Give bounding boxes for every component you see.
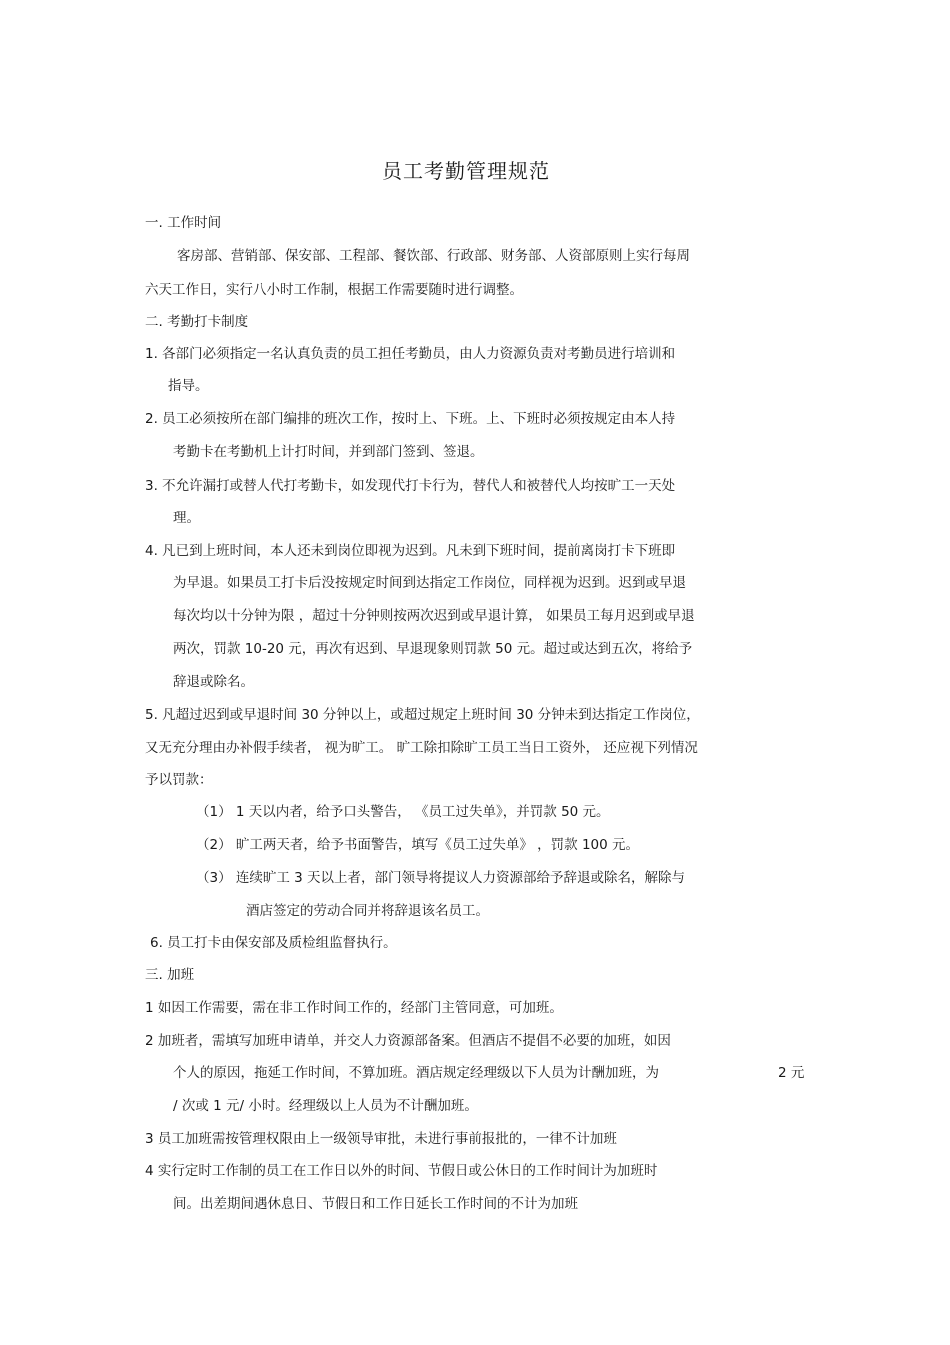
text-line: 予以罚款： xyxy=(145,772,213,788)
text-line: 理。 xyxy=(173,510,200,526)
text-line: 1 如因工作需要，需在非工作时间工作的，经部门主管同意，可加班。 xyxy=(145,1000,563,1016)
text-line: （3） 连续旷工 3 天以上者，部门领导将提议人力资源部给予辞退或除名，解除与 xyxy=(196,870,686,886)
text-line: 为早退。如果员工打卡后没按规定时间到达指定工作岗位，同样视为迟到。迟到或早退 xyxy=(173,575,686,591)
text-line: 2. 员工必须按所在部门编排的班次工作，按时上、下班。上、下班时必须按规定由本人持 xyxy=(145,411,676,427)
text-line: 3. 不允许漏打或替人代打考勤卡，如发现代打卡行为，替代人和被替代人均按旷工一天处 xyxy=(145,478,676,494)
text-line: 2 加班者，需填写加班申请单，并交人力资源部备案。但酒店不提倡不必要的加班，如因 xyxy=(145,1033,671,1049)
text-line: / 次或 1 元/ 小时。经理级以上人员为不计酬加班。 xyxy=(173,1098,478,1114)
text-line: 一. 工作时间 xyxy=(145,215,222,231)
text-line: 间。出差期间遇休息日、节假日和工作日延长工作时间的不计为加班 xyxy=(173,1196,578,1212)
text-line: 3 员工加班需按管理权限由上一级领导审批，未进行事前报批的，一律不计加班 xyxy=(145,1131,617,1147)
text-line: （1） 1 天以内者，给予口头警告， 《员工过失单》，并罚款 50 元。 xyxy=(196,804,610,820)
text-line: 三. 加班 xyxy=(145,967,195,983)
text-line: 5. 凡超过迟到或早退时间 30 分钟以上，或超过规定上班时间 30 分钟未到达指定工作岗位， xyxy=(145,707,700,723)
text-line: 客房部、营销部、保安部、工程部、餐饮部、行政部、财务部、人资部原则上实行每周 xyxy=(177,248,690,264)
text-line: 指导。 xyxy=(168,378,209,394)
text-line: 2 元 xyxy=(778,1065,805,1081)
text-line: 辞退或除名。 xyxy=(173,674,254,690)
text-line: 个人的原因，拖延工作时间，不算加班。酒店规定经理级以下人员为计酬加班，为 xyxy=(173,1065,659,1081)
text-line: 二. 考勤打卡制度 xyxy=(145,314,249,330)
text-line: 六天工作日，实行八小时工作制，根据工作需要随时进行调整。 xyxy=(145,282,523,298)
text-line: 考勤卡在考勤机上计打时间，并到部门签到、签退。 xyxy=(173,444,484,460)
text-line: 两次，罚款 10-20 元，再次有迟到、早退现象则罚款 50 元。超过或达到五次，将给予 xyxy=(173,641,693,657)
text-line: （2） 旷工两天者，给予书面警告，填写《员工过失单》 ，罚款 100 元。 xyxy=(196,837,640,853)
document-title: 员工考勤管理规范 xyxy=(382,159,550,183)
text-line: 4 实行定时工作制的员工在工作日以外的时间、节假日或公休日的工作时间计为加班时 xyxy=(145,1163,658,1179)
text-line: 4. 凡已到上班时间，本人还未到岗位即视为迟到。凡未到下班时间，提前离岗打卡下班即 xyxy=(145,543,676,559)
text-line: 酒店签定的劳动合同并将辞退该名员工。 xyxy=(246,903,489,919)
text-line: 每次均以十分钟为限 ，超过十分钟则按两次迟到或早退计算， 如果员工每月迟到或早退 xyxy=(173,608,695,624)
text-line: 1. 各部门必须指定一名认真负责的员工担任考勤员，由人力资源负责对考勤员进行培训和 xyxy=(145,346,676,362)
text-line: 又无充分理由办补假手续者， 视为旷工。 旷工除扣除旷工员工当日工资外， 还应视下列情况 xyxy=(145,740,698,756)
text-line: 6. 员工打卡由保安部及质检组监督执行。 xyxy=(150,935,397,951)
